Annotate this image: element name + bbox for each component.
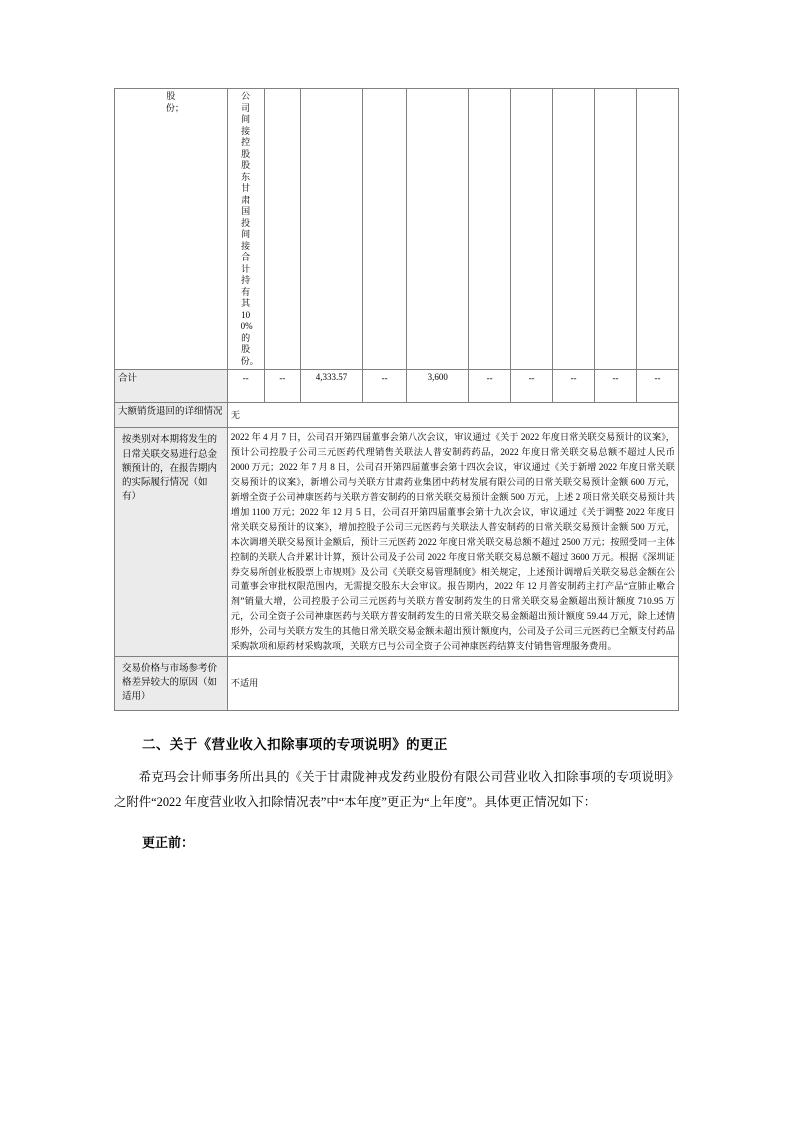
carryover-text-1: 股份； bbox=[165, 91, 184, 113]
total-cell-8: -- bbox=[553, 370, 595, 403]
carryover-cell-4 bbox=[301, 89, 363, 370]
carryover-cell-9 bbox=[553, 89, 595, 370]
carryover-cell-10 bbox=[595, 89, 637, 370]
total-cell-6: -- bbox=[469, 370, 511, 403]
table-row-sales-return bbox=[115, 403, 679, 428]
price-difference-label bbox=[115, 656, 228, 710]
carryover-cell-8 bbox=[511, 89, 553, 370]
table-row-total bbox=[115, 370, 679, 403]
carryover-cell-11 bbox=[636, 89, 678, 370]
price-difference-value: 不适用 bbox=[227, 656, 678, 710]
total-cell-10: -- bbox=[636, 370, 678, 403]
carryover-cell-6 bbox=[407, 89, 469, 370]
narrative-paragraph: 希克玛会计师事务所出具的《关于甘肃陇神戎发药业股份有限公司营业收入扣除事项的专项说明》之附件“2022 年度营业收入扣除情况表”中“本年度”更正为“上年度”。具体更正情况如下： bbox=[114, 769, 679, 810]
total-cell-1: -- bbox=[227, 370, 264, 403]
carryover-cell-7 bbox=[469, 89, 511, 370]
total-cell-9: -- bbox=[595, 370, 637, 403]
page-content bbox=[114, 88, 679, 851]
section-title: 二、关于《营业收入扣除事项的专项说明》的更正 bbox=[142, 736, 448, 752]
total-cell-5: 3,600 bbox=[407, 370, 469, 403]
carryover-cell-3 bbox=[264, 89, 301, 370]
table-row-category-performance bbox=[115, 428, 679, 657]
price-difference-label-text: 交易价格与市场参考价格差异较大的原因（如适用） bbox=[122, 663, 218, 703]
carryover-text-2: 公司间接控股股东甘肃国投间接合计持有其100%的股份。 bbox=[240, 91, 259, 366]
carryover-text-col-1 bbox=[115, 89, 228, 370]
total-cell-4: -- bbox=[362, 370, 407, 403]
carryover-cell-5 bbox=[362, 89, 407, 370]
table-row-price-difference bbox=[115, 656, 679, 710]
category-performance-label bbox=[115, 428, 228, 657]
carryover-text-col-2 bbox=[227, 89, 264, 370]
table-row-carryover bbox=[115, 89, 679, 370]
category-performance-value: 2022 年 4 月 7 日，公司召开第四届董事会第八次会议，审议通过《关于 2022 年度日常关联交易预计的议案》，预计公司控股子公司三元医药代理销售关联法人普安制药药品，2022 年度日常关联交易总额不超过人民币 2000 万元；2022 年 7 月 8 日，公司召开第四届董事会第十四次会议，审议通过《关于新增 2022 年度日常关联交易预计的议案》，新增公司与关联方甘肃药业集团中药材发展有限公司的日常关联交易预计金额 600 万元，新增全资子公司神康医药与关联方普安制药的日常关联交易预计金额 500 万元，上述 2 项日常关联交易预计共增加 1100 万元；2022 年 12 月 5 日，公司召开第四届董事会第十九次会议，审议通过《关于调整 2022 年度日常关联交易预计的议案》，增加控股子公司三元医药与关联法人普安制药的日常关联交易预计金额 500 万元，本次调增关联交易预计金额后，预计三元医药 2022 年度日常关联交易总额不超过 2500 万元；按照受同一主体控制的关联人合并累计计算，预计公司及子公司 2022 年度日常关联交易总额不超过 3600 万元。根据《深圳证券交易所创业板股票上市规则》及公司《关联交易管理制度》相关规定，上述预计调增后关联交易总金额在公司董事会审批权限范围内，无需提交股东大会审议。报告期内，2022 年 12 月普安制药主打产品“宣肺止嗽合剂”销量大增，公司控股子公司三元医药与关联方普安制药发生的日常关联交易金额超出预计额度 710.95 万元，公司全资子公司神康医药与关联方普安制药发生的日常关联交易金额超出预计额度 59.44 万元，除上述情形外，公司与关联方发生的其他日常关联交易金额未超出预计额度内，公司及子公司三元医药已全额支付药品采购款项和原药材采购款项，关联方已与公司全资子公司神康医药结算支付销售管理服务费用。 bbox=[227, 428, 678, 657]
sub-title-before-correction: 更正前： bbox=[142, 834, 195, 850]
total-cell-7: -- bbox=[511, 370, 553, 403]
sales-return-label: 大额销货退回的详细情况 bbox=[115, 403, 228, 428]
total-cell-2: -- bbox=[264, 370, 301, 403]
related-party-transaction-table bbox=[114, 88, 679, 711]
sales-return-value: 无 bbox=[227, 403, 678, 428]
total-label: 合计 bbox=[115, 370, 228, 403]
category-performance-label-text: 按类别对本期将发生的日常关联交易进行总金额预计的，在报告期内的实际履行情况（如有） bbox=[122, 435, 218, 503]
total-cell-3: 4,333.57 bbox=[301, 370, 363, 403]
